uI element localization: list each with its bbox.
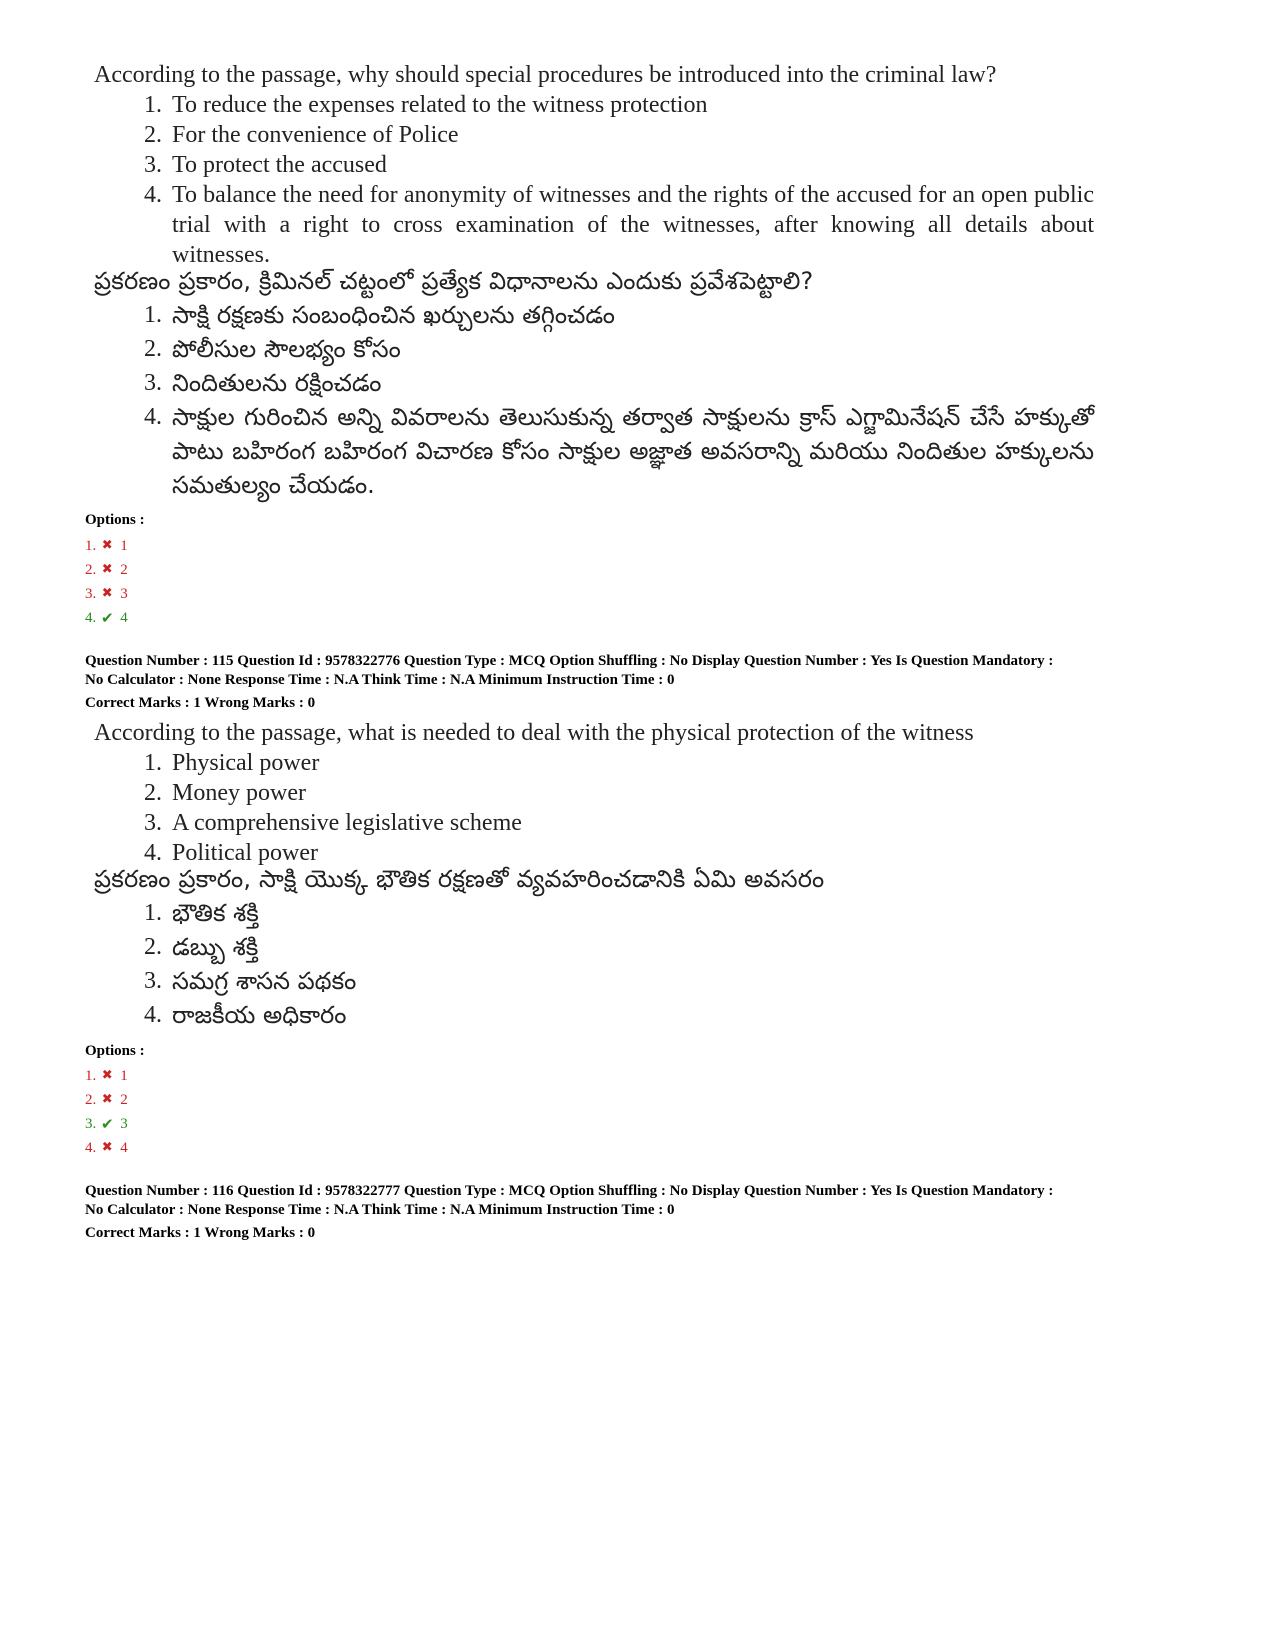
option-item: 2. పోలీసుల సౌలభ్యం కోసం: [144, 335, 401, 363]
options-title: Options :: [85, 1043, 145, 1059]
question-text-telugu: ప్రకరణం ప్రకారం, క్రిమినల్ చట్టంలో ప్రత్యేక విధానాలను ఎందుకు ప్రవేశపెట్టాలి?: [94, 267, 814, 295]
question-text-telugu: ప్రకరణం ప్రకారం, సాక్షి యొక్క భౌతిక రక్షణతో వ్యవహరించడానికి ఏమి అవసరం: [94, 865, 825, 893]
question-116-meta: Question Number : 116 Question Id : 9578322777 Question Type : MCQ Option Shuffling : No Display Question Number : Yes Is Question Mandatory : No Calculator : None Response Time : N.A Think Time : N.A Minimum Instruction Time : 0 Correct Marks : 1 Wrong Marks : 0: [85, 1183, 1054, 1241]
option-item: 2. డబ్బు శక్తి: [144, 933, 259, 961]
question-114-telugu: [94, 264, 1094, 502]
option-item: 1. To reduce the expenses related to the witness protection: [144, 92, 708, 118]
answer-option: 1. ✖ 1: [85, 1064, 128, 1088]
check-icon: ✔: [100, 609, 114, 627]
question-text: According to the passage, what is needed to deal with the physical protection of the witness: [94, 720, 974, 746]
option-item: 3. నిందితులను రక్షించడం: [144, 369, 382, 397]
cross-icon: ✖: [101, 538, 113, 553]
option-item: 1. భౌతిక శక్తి: [144, 899, 259, 927]
answer-option: 1. ✖ 1: [85, 534, 128, 558]
option-item: 3. To protect the accused: [144, 152, 387, 178]
answer-option: 4. ✔ 4: [85, 606, 128, 630]
option-item: 4. రాజకీయ అధికారం: [144, 1001, 347, 1029]
option-item: 3. A comprehensive legislative scheme: [144, 810, 522, 836]
cross-icon: ✖: [101, 562, 113, 577]
question-115-english: [94, 718, 1094, 868]
answer-option: 2. ✖ 2: [85, 558, 128, 582]
question-114-english: [94, 60, 1094, 270]
question-text: According to the passage, why should special procedures be introduced into the criminal law?: [94, 62, 997, 88]
option-item: 2. Money power: [144, 780, 306, 806]
answer-option: 2. ✖ 2: [85, 1088, 128, 1112]
answer-option: 4. ✖ 4: [85, 1136, 128, 1160]
option-list-telugu: [94, 896, 1094, 1032]
cross-icon: ✖: [101, 1140, 113, 1155]
option-item: 4. సాక్షుల గురించిన అన్ని వివరాలను తెలుసుకున్న తర్వాత సాక్షులను క్రాస్ ఎగ్జామినేషన్ చేసే హక్కుతో పాటు బహిరంగ బహిరంగ విచారణ కోసం సాక్షుల అజ్ఞాత అవసరాన్ని మరియు నిందితుల హక్కులను సమతుల్యం చేయడం.: [144, 403, 1094, 499]
answer-options: [85, 534, 128, 630]
option-item: 4. To balance the need for anonymity of witnesses and the rights of the accused for an open public trial with a right to cross examination of the witnesses, after knowing all details about witnesses.: [144, 182, 1094, 268]
option-list: [94, 748, 1094, 868]
option-item: 1. Physical power: [144, 750, 320, 776]
answer-option: 3. ✖ 3: [85, 582, 128, 606]
option-list: [94, 90, 1094, 270]
question-115-meta: Question Number : 115 Question Id : 9578322776 Question Type : MCQ Option Shuffling : No Display Question Number : Yes Is Question Mandatory : No Calculator : None Response Time : N.A Think Time : N.A Minimum Instruction Time : 0 Correct Marks : 1 Wrong Marks : 0: [85, 653, 1054, 711]
check-icon: ✔: [100, 1115, 114, 1133]
cross-icon: ✖: [101, 1068, 113, 1083]
cross-icon: ✖: [101, 1092, 113, 1107]
question-115-telugu: [94, 862, 1094, 1032]
option-list-telugu: [94, 298, 1094, 502]
option-item: 2. For the convenience of Police: [144, 122, 459, 148]
cross-icon: ✖: [101, 586, 113, 601]
option-item: 4. Political power: [144, 840, 318, 866]
answer-option: 3. ✔ 3: [85, 1112, 128, 1136]
answer-options: [85, 1064, 128, 1160]
option-item: 3. సమగ్ర శాసన పథకం: [144, 967, 357, 995]
option-item: 1. సాక్షి రక్షణకు సంబంధించిన ఖర్చులను తగ్గించడం: [144, 301, 615, 329]
options-title: Options :: [85, 512, 145, 528]
